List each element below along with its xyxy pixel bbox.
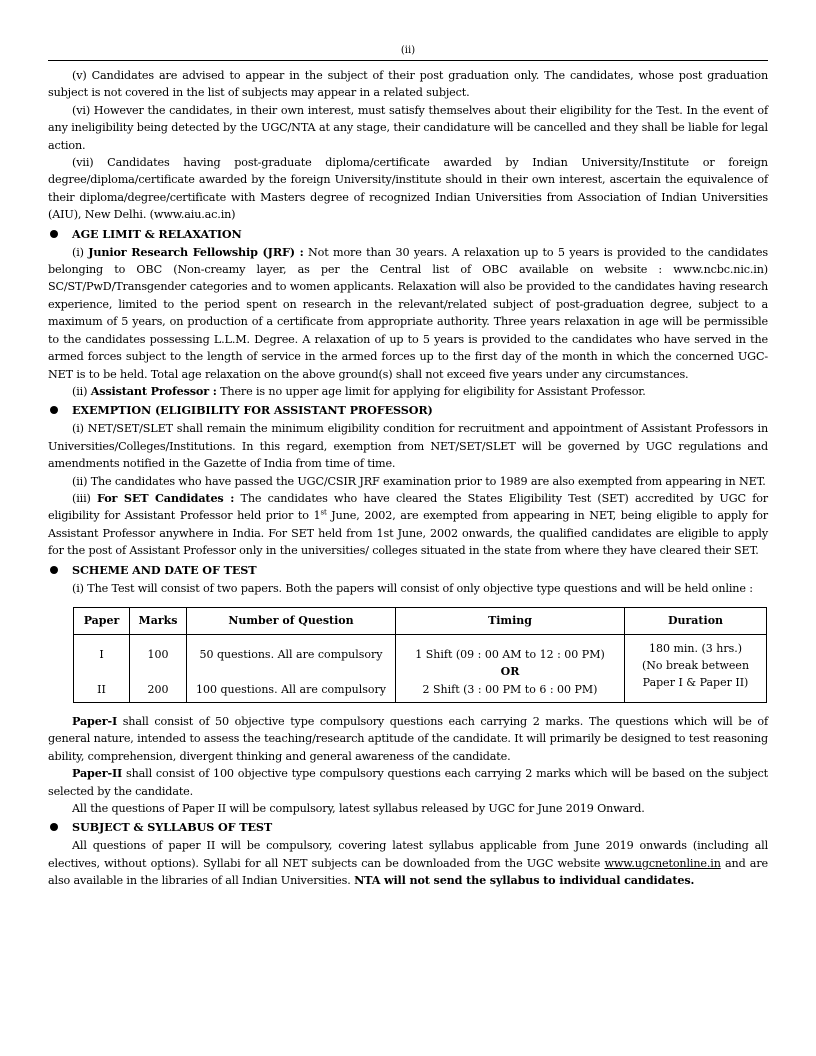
paper-1-description (48, 713, 768, 765)
duration-line-1: 180 min. (3 hrs.) (648, 641, 743, 655)
age-jrf-prefix: (i) (72, 245, 89, 259)
exemption-iii-sup: st (320, 508, 327, 517)
paper-1-questions: 50 questions. All are compulsory (199, 647, 383, 661)
paper-1-label: I (99, 647, 104, 661)
section-heading-syllabus-text: SUBJECT & SYLLABUS OF TEST (72, 820, 273, 835)
table-cell-duration (625, 634, 767, 702)
age-jrf-label: Junior Research Fellowship (JRF) : (88, 244, 304, 259)
section-heading-exemption-text: EXEMPTION (ELIGIBILITY FOR ASSISTANT PROFESSOR) (72, 403, 433, 418)
bullet-icon (50, 406, 58, 414)
table-header-marks: Marks (130, 607, 187, 634)
paper-2-questions: 100 questions. All are compulsory (196, 682, 386, 696)
syllabus-para (48, 837, 768, 889)
exemption-para-iii (48, 490, 768, 560)
table-cell-paper (74, 634, 130, 702)
section-heading-age (48, 225, 768, 243)
exemption-iii-text-a: The candidates who have cleared the States Eligibility Test (SET) accredited by UGC for eligibility for Assistant Professor held prior to 1 (48, 491, 768, 523)
paper-2-label: II (97, 682, 106, 696)
bullet-icon (50, 566, 58, 574)
age-jrf-text: Not more than 30 years. A relaxation up to 5 years is provided to the candidates belonging to OBC (Non-creamy layer, as per the Central list of OBC available on website : www.ncbc.nic.in) SC/ST/PwD/Transgender categories and to women applicants. Relaxation will also be provided to the candidates having research experience, limited to the period spent on research in the relevant/related subject of post-graduation degree, subject to a maximum of 5 years, on production of a certificate from appropriate authority. Three years relaxation in age will be permissible to the candidates possessing L.L.M. Degree. A relaxation of up to 5 years is provided to the candidates who have served in the armed forces subject to the length of service in the armed forces up to the first day of the month in which the concerned UGC-NET is to be held. Total age relaxation on the above ground(s) shall not exceed five years under any circumstances. (48, 245, 768, 381)
age-ap-para (48, 383, 768, 400)
exemption-iii-label: For SET Candidates : (97, 490, 235, 505)
scheme-table (73, 607, 767, 703)
section-heading-age-text: AGE LIMIT & RELAXATION (72, 226, 242, 241)
table-header-questions: Number of Question (187, 607, 396, 634)
table-cell-marks (130, 634, 187, 702)
paper-2-timing: 2 Shift (3 : 00 PM to 6 : 00 PM) (422, 682, 598, 696)
duration-line-2: (No break between (641, 658, 750, 672)
section-heading-syllabus (48, 818, 768, 836)
section-heading-exemption (48, 401, 768, 419)
page-number: (ii) (400, 45, 416, 56)
table-header-paper: Paper (74, 607, 130, 634)
eligibility-para-v: (v) Candidates are advised to appear in the subject of their post graduation only. The candidates, whose post graduation subject is not covered in the list of subjects may appear in a related subject. (48, 69, 768, 100)
exemption-iii-prefix: (iii) (72, 491, 98, 505)
scheme-intro: (i) The Test will consist of two papers. Both the papers will consist of only objective type questions and will be held online : (72, 581, 753, 595)
ugc-website-link[interactable]: www.ugcnetonline.in (604, 856, 721, 870)
bullet-icon (50, 230, 58, 238)
exemption-para-i: (i) NET/SET/SLET shall remain the minimum eligibility condition for recruitment and appointment of Assistant Professors in Universities/Colleges/Institutions. In this regard, exemption from NET/SET/SLET will be governed by UGC regulations and amendments notified in the Gazette of India from time of time. (48, 422, 768, 471)
paper-1-desc-text: shall consist of 50 objective type compulsory questions each carrying 2 marks. The questions which will be of general nature, intended to assess the teaching/research aptitude of the candidate. It will primarily be designed to test reasoning ability, comprehension, divergent thinking and general awareness of the candidate. (48, 714, 768, 763)
section-heading-scheme (48, 561, 768, 579)
timing-or: OR (500, 665, 520, 679)
section-heading-scheme-text: SCHEME AND DATE OF TEST (72, 562, 257, 577)
eligibility-para-vi: (vi) However the candidates, in their own interest, must satisfy themselves about their eligibility for the Test. In the event of any ineligibility being detected by the UGC/NTA at any stage, their candidature will be cancelled and they shall be liable for legal action. (48, 103, 768, 152)
paper-2-desc-label: Paper-II (72, 766, 123, 781)
paper-1-marks: 100 (147, 647, 169, 661)
table-cell-timing (396, 634, 625, 702)
header-rule (48, 60, 768, 61)
paper-1-timing: 1 Shift (09 : 00 AM to 12 : 00 PM) (415, 647, 605, 661)
exemption-para-ii: (ii) The candidates who have passed the UGC/CSIR JRF examination prior to 1989 are also exempted from appearing in NET. (72, 474, 766, 488)
syllabus-bold-note: NTA will not send the syllabus to individual candidates. (354, 873, 695, 888)
syllabus-text-a: All questions of paper II will be compulsory, covering latest syllabus applicable from June 2019 onwards (including all electives, without options). Syllabi for all NET subjects can be downloaded from the UGC website (48, 839, 768, 870)
age-jrf-para (48, 244, 768, 383)
syllabus-text-b: and are also available in the libraries of all Indian Universities. (48, 856, 768, 888)
table-header-duration: Duration (625, 607, 767, 634)
document-page (48, 44, 768, 890)
paper-2-desc-text: shall consist of 100 objective type compulsory questions each carrying 2 marks which will be based on the subject selected by the candidate. (48, 767, 768, 798)
paper-2-marks: 200 (147, 682, 169, 696)
duration-line-3: Paper I & Paper II) (642, 675, 749, 689)
table-cell-questions (187, 634, 396, 702)
bullet-icon (50, 823, 58, 831)
age-ap-label: Assistant Professor : (90, 383, 217, 398)
age-ap-prefix: (ii) (72, 384, 91, 398)
table-header-row (74, 607, 767, 634)
compulsory-note: All the questions of Paper II will be compulsory, latest syllabus released by UGC for June 2019 Onward. (72, 802, 645, 815)
eligibility-para-vii: (vii) Candidates having post-graduate diploma/certificate awarded by Indian University/Institute or foreign degree/diploma/certificate awarded by the foreign University/institute should in their own interest, ascertain the equivalence of their diploma/degree/certificate with Masters degree of recognized Indian Universities from Association of Indian Universities (AIU), New Delhi. (www.aiu.ac.in) (48, 156, 768, 222)
paper-2-description (48, 765, 768, 800)
exemption-iii-text-b: June, 2002, are exempted from appearing in NET, being eligible to apply for Assistant Professor anywhere in India. For SET held from 1st June, 2002 onwards, the qualified candidates are eligible to apply for the post of Assistant Professor only in the universities/ colleges situated in the state from where they have cleared their SET. (48, 509, 769, 558)
table-row (74, 634, 767, 702)
age-ap-text: There is no upper age limit for applying for eligibility for Assistant Professor. (216, 384, 646, 398)
table-header-timing: Timing (396, 607, 625, 634)
paper-1-desc-label: Paper-I (72, 713, 118, 728)
